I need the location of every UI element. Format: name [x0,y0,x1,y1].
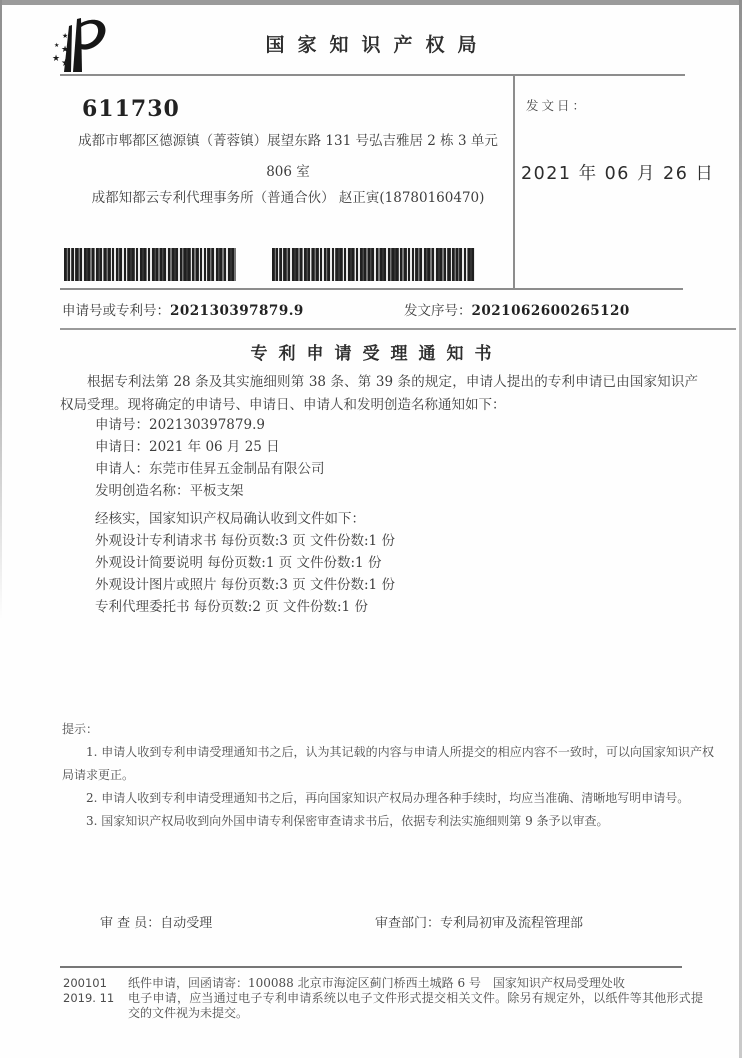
document-title: 专利申请受理通知书 [250,344,503,364]
field-label: 申请人： [95,461,149,477]
form-revision-date: 2019. 11 [63,991,115,1005]
application-number-label: 申请号或专利号： [62,303,170,319]
recipient-address-line2: 806 室 [266,164,310,180]
received-file-item: 外观设计图片或照片 每份页数:3 页 文件份数:1 份 [95,577,395,593]
examiner-value: 自动受理 [160,916,213,931]
svg-text:★: ★ [61,58,70,69]
recipient-block [62,96,514,206]
received-file-item: 外观设计专利请求书 每份页数:3 页 文件份数:1 份 [95,533,395,549]
field-applicant [95,458,325,480]
examiner-label: 审 查 员： [100,916,161,931]
note-item-3: 3. 国家知识产权局收到向外国申请专利保密审查请求书后，依据专利法实施细则第 9 条予以审查。 [86,814,609,828]
header-divider [60,74,685,76]
svg-text:★: ★ [54,42,60,49]
note-item-1: 1. 申请人收到专利申请受理通知书之后，认为其记载的内容与申请人所提交的相应内容不一致时，可以向国家知识产权局请求更正。 [62,745,714,782]
department-label: 审查部门： [375,916,441,931]
examining-department [375,912,583,931]
issue-date-label: 发文日： [526,98,589,113]
examiner [100,912,212,931]
application-number [62,299,304,319]
application-fields [95,414,325,502]
field-label: 申请日： [95,439,149,455]
received-file-item: 专利代理委托书 每份页数:2 页 文件份数:1 份 [95,599,368,615]
serial-number [404,299,630,319]
intro-paragraph: 根据专利法第 28 条及其实施细则第 38 条、第 39 条的规定，申请人提出的专利申请已由国家知识产权局受理。现将确定的申请号、申请日、申请人和发明创造名称通知如下： [60,374,698,413]
agency-and-agent: 成都知都云专利代理事务所（普通合伙） 赵正寅(18780160470) [91,190,485,206]
scan-left-edge [0,0,2,620]
note-item-2: 2. 申请人收到专利申请受理通知书之后，再向国家知识产权局办理各种手续时，均应当准确、清晰地写明申请号。 [86,791,690,805]
office-name: 国家知识产权局 [265,34,490,56]
form-code-block [63,976,128,1021]
field-invention-title [95,480,325,502]
recipient-address-line1: 成都市郫都区德源镇（菁蓉镇）展望东路 131 号弘吉雅居 2 栋 3 单元 [78,133,498,149]
received-files-intro: 经核实，国家知识产权局确认收到文件如下： [95,511,365,527]
serial-number-value: 2021062600265120 [471,303,630,319]
issue-date-value: 2021 年 06 月 26 日 [521,164,715,184]
notes-section [62,718,714,833]
footer [63,976,703,1021]
field-label: 发明创造名称： [95,483,190,499]
serial-number-label: 发文序号： [404,303,472,319]
reference-divider [60,328,736,330]
field-value: 东莞市佳昇五金制品有限公司 [149,461,325,477]
svg-text:★: ★ [62,32,69,40]
field-value: 202130397879.9 [149,417,265,433]
received-files-section [95,508,395,618]
footer-line-electronic: 电子申请，应当通过电子专利申请系统以电子文件形式提交相关文件。除另有规定外，以纸件等其他形式提交的文件视为未提交。 [128,991,703,1020]
footer-divider [60,966,682,968]
notes-title: 提示： [62,722,99,736]
field-label: 申请号： [95,417,149,433]
svg-text:★: ★ [52,54,61,64]
barcode-divider [60,288,683,290]
field-application-number [95,414,325,436]
footer-line-paper: 纸件申请，回函请寄：100088 北京市海淀区蓟门桥西土城路 6 号 国家知识产权局受理处收 [128,976,625,990]
form-code: 200101 [63,976,107,990]
svg-text:★: ★ [61,45,70,55]
department-value: 专利局初审及流程管理部 [440,916,584,931]
field-filing-date [95,436,325,458]
postal-code: 611730 [82,96,180,122]
scan-top-edge [0,0,742,5]
application-number-value: 202130397879.9 [170,303,304,319]
field-value: 2021 年 06 月 25 日 [149,439,280,455]
barcode-application [64,248,236,281]
barcode-serial [272,248,475,281]
field-value: 平板支架 [189,483,244,499]
footer-instructions [128,976,703,1021]
received-file-item: 外观设计简要说明 每份页数:1 页 文件份数:1 份 [95,555,382,571]
